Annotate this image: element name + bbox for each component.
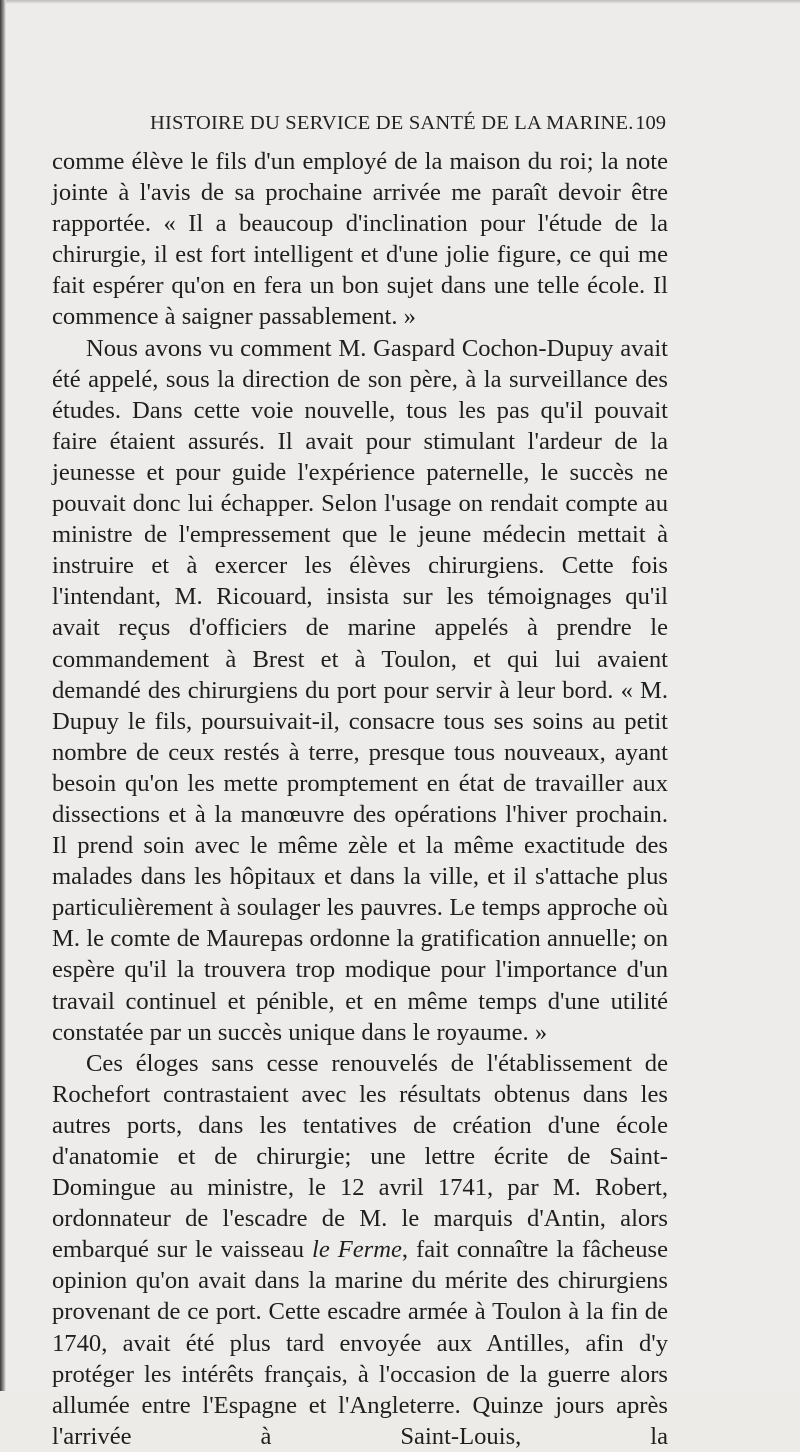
page-top-edge [0,0,800,4]
paragraph-3-part-2: , fait connaître la fâcheuse opinion qu'on avait dans la marine du mérite des chirurgiens provenant de ce port. Cette escadre armée à Toulon à la fin de 1740, avait été plus tard envoyée aux Antilles, afin d'y protéger les intérêts français, à l'occasion de la guerre alors allumée entre l'Espagne et l'Angleterre. Quinze jours après l'arrivée à Saint-Louis, la [52,1236,668,1450]
page-number: 109 [635,112,666,134]
ship-name: le Ferme [311,1236,402,1264]
paragraph-2: Nous avons vu comment M. Gaspard Cochon-Dupuy avait été appelé, sous la direction de son père, à la surveillance des études. Dans cette voie nouvelle, tous les pas qu'il pouvait faire étaient assurés. Il avait pour stimulant l'ardeur de la jeunesse et pour guide l'expérience paternelle, le succès ne pouvait donc lui échapper. Selon l'usage on rendait compte au ministre de l'empressement que le jeune médecin mettait à instruire et à exercer les élèves chirurgiens. Cette fois l'intendant, M. Ricouard, insista sur les témoignages qu'il avait reçus d'officiers de marine appelés à prendre le commandement à Brest et à Toulon, et qui lui avaient demandé des chirurgiens du port pour servir à leur bord. « M. Dupuy le fils, poursuivait-il, consacre tous ses soins au petit nombre de ceux restés à terre, presque tous nouveaux, ayant besoin qu'on les mette promptement en état de travailler aux dissections et à la manœuvre des opérations l'hiver prochain. Il prend soin avec le même zèle et la même exactitude des malades dans les hôpitaux et dans la ville, et il s'attache plus particulièrement à soulager les pauvres. Le temps approche où M. le comte de Maurepas ordonne la gratification annuelle; on espère qu'il la trouvera trop modique pour l'importance d'un travail continuel et pénible, et en même temps d'une utilité constatée par un succès unique dans le royaume. » [52,334,668,1046]
body-text [52,146,668,1452]
page-binding-shadow [0,0,6,1391]
paragraph-3 [52,1048,668,1452]
paragraph-3-part-1: Ces éloges sans cesse renouvelés de l'établissement de Rochefort contrastaient avec les résultats obtenus dans les autres ports, dans les tentatives de création d'une école d'anatomie et de chirurgie; une lettre écrite de Saint-Domingue au ministre, le 12 avril 1741, par M. Robert, ordonnateur de l'escadre de M. le marquis d'Antin, alors embarqué sur le vaisseau [52,1049,668,1264]
paragraph-1: comme élève le fils d'un employé de la maison du roi; la note jointe à l'avis de sa prochaine arrivée me paraît devoir être rapportée. « Il a beaucoup d'inclination pour l'étude de la chirurgie, il est fort intelligent et d'une jolie figure, ce qui me fait espérer qu'on en fera un bon sujet dans une telle école. Il commence à saigner passablement. » [52,148,668,331]
running-title: HISTOIRE DU SERVICE DE SANTÉ DE LA MARINE. [150,112,634,134]
running-header [150,112,666,138]
